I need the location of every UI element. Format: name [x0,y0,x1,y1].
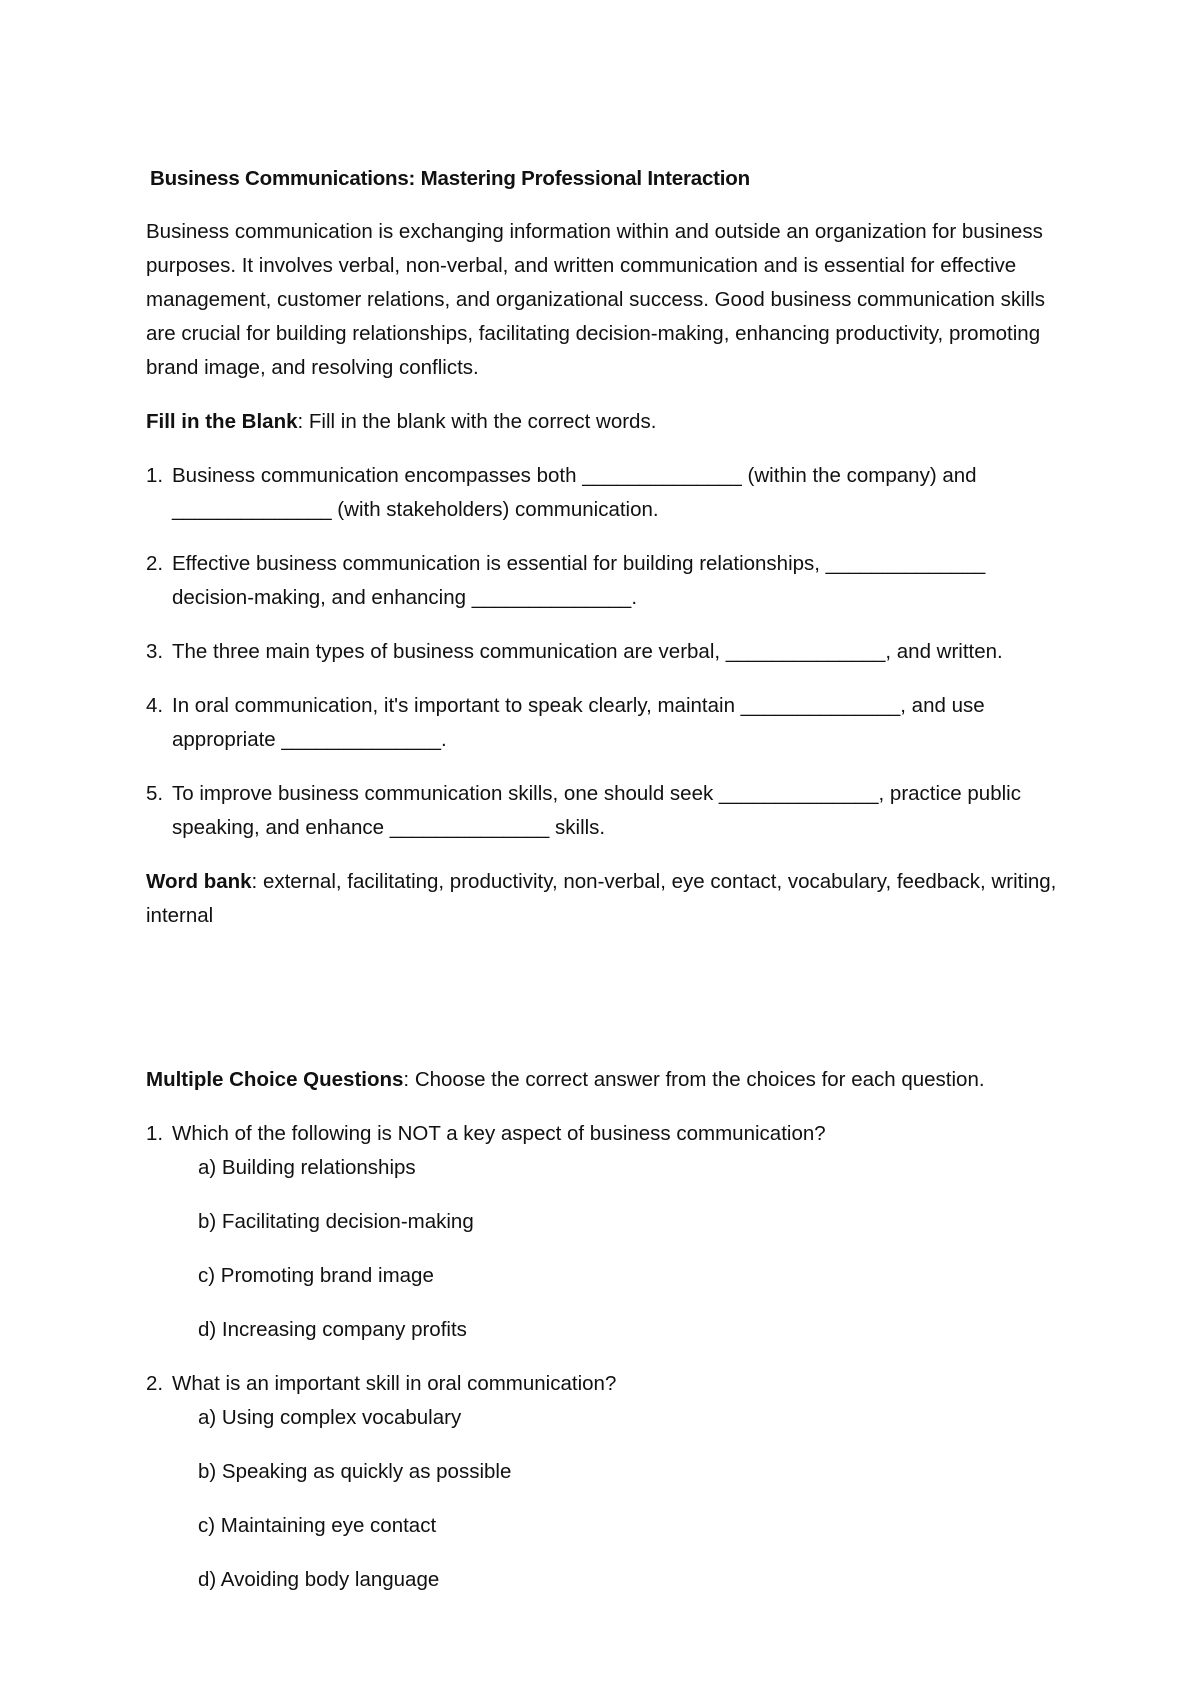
item-number: 2. [146,1372,164,1395]
item-number: 3. [146,640,164,663]
mcq-choices [172,1401,1062,1597]
mcq-choices [172,1151,1062,1347]
item-number: 5. [146,782,164,805]
fill-blank-item [146,459,1062,527]
mcq-choice: c) Maintaining eye contact [198,1514,437,1537]
fill-blank-list [146,459,1062,845]
mcq-choice: a) Using complex vocabulary [198,1406,462,1429]
document-title: Business Communications: Mastering Professional Interaction [150,167,750,190]
mcq-choice: c) Promoting brand image [198,1264,434,1287]
mcq-list [146,1117,1062,1597]
item-text: To improve business communication skills, one should seek ______________, practice public speaking, and enhance ______________ skills. [172,782,1021,839]
word-bank-text: : external, facilitating, productivity, non-verbal, eye contact, vocabulary, feedback, writing, internal [146,870,1057,927]
item-text: Business communication encompasses both ______________ (within the company) and ______________ (with stakeholders) communication. [172,464,977,521]
item-text: Effective business communication is essential for building relationships, ______________ decision-making, and enhancing ______________. [172,552,986,609]
item-text: The three main types of business communication are verbal, ______________, and written. [172,640,1003,663]
item-number: 1. [146,464,164,487]
word-bank [146,865,1062,933]
mcq-choice: b) Speaking as quickly as possible [198,1460,512,1483]
item-number: 4. [146,694,164,717]
mcq-choice: b) Facilitating decision-making [198,1210,474,1233]
item-number: 1. [146,1122,164,1145]
item-text: In oral communication, it's important to speak clearly, maintain ______________, and use appropriate ______________. [172,694,985,751]
mcq-question: Which of the following is NOT a key aspect of business communication? [172,1122,826,1145]
mcq-label: Multiple Choice Questions [146,1068,404,1091]
fill-blank-item [146,547,1062,615]
section-spacer [146,933,1062,1063]
mcq-item [146,1117,1062,1347]
mcq-instruction: : Choose the correct answer from the choices for each question. [403,1068,985,1091]
mcq-choice: d) Avoiding body language [198,1568,440,1591]
fill-blank-item [146,635,1062,669]
mcq-question: What is an important skill in oral communication? [172,1372,617,1395]
mcq-item [146,1367,1062,1597]
fill-blank-item [146,689,1062,757]
word-bank-label: Word bank [146,870,252,893]
fill-blank-heading [146,405,1062,439]
mcq-heading [146,1063,1062,1097]
fill-blank-label: Fill in the Blank [146,410,298,433]
mcq-choice: d) Increasing company profits [198,1318,467,1341]
item-number: 2. [146,552,164,575]
fill-blank-instruction: : Fill in the blank with the correct words. [297,410,657,433]
mcq-choice: a) Building relationships [198,1156,416,1179]
document-page [146,162,1062,1617]
fill-blank-item [146,777,1062,845]
intro-paragraph: Business communication is exchanging information within and outside an organization for business purposes. It involves verbal, non-verbal, and written communication and is essential for effective management, customer relations, and organizational success. Good business communication skills are crucial for building relationships, facilitating decision-making, enhancing productivity, promoting brand image, and resolving conflicts. [146,220,1046,379]
